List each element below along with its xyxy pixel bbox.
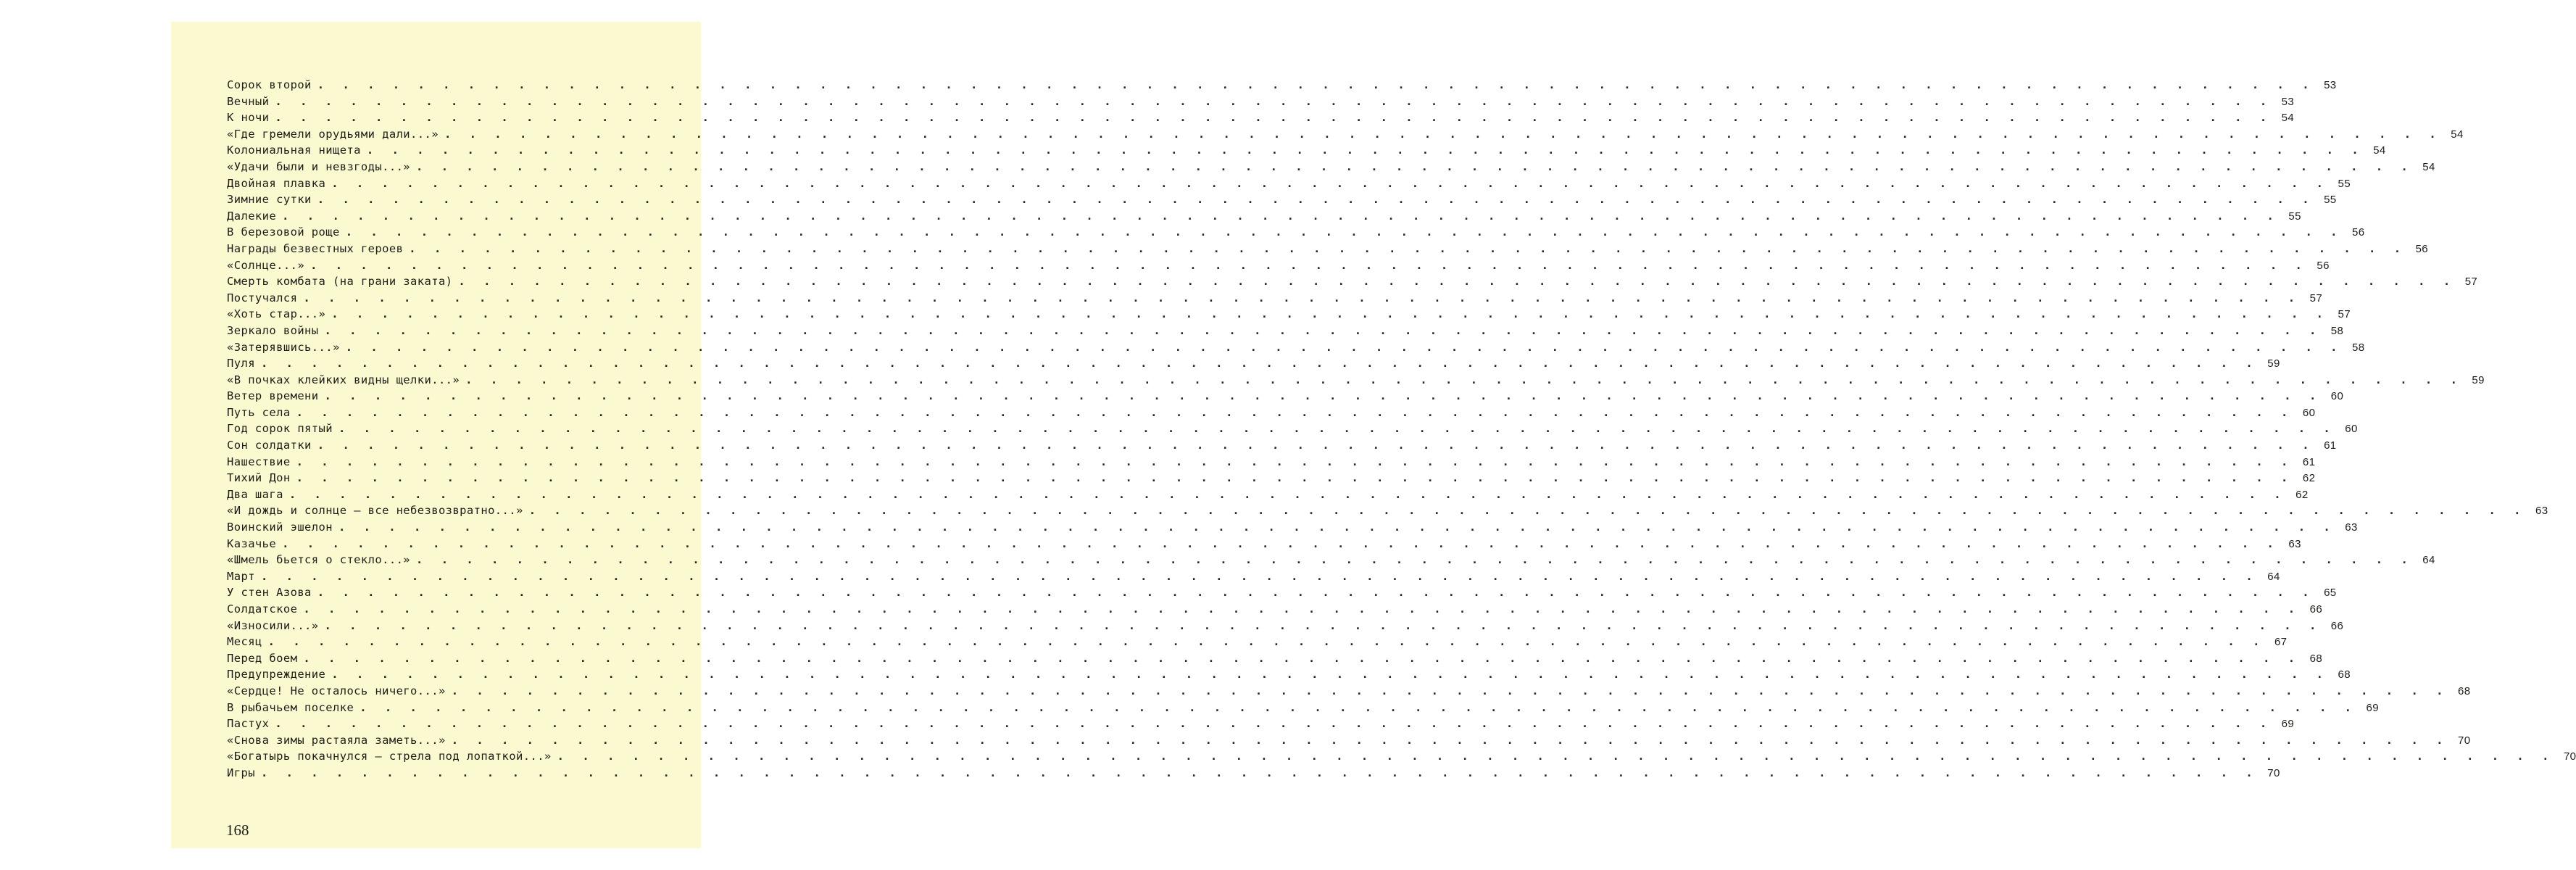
toc-entry (227, 78, 2337, 95)
dot-leader: . . . . . . . . . . . . . . . . . . . . . . . . . . . . . . . . . . . . . . . . . . . . . . . . . . . . . . . . . . . . . . . . . . . . . . . . . . . . . . . . (331, 176, 2330, 190)
dot-leader: . . . . . . . . . . . . . . . . . . . . . . . . . . . . . . . . . . . . . . . . . . . . . . . . . . . . . . . . . . . . . . . . . . . . . . . . . . . . . . . . (288, 487, 2287, 501)
dot-leader: . . . . . . . . . . . . . . . . . . . . . . . . . . . . . . . . . . . . . . . . . . . . . . . . . . . . . . . . . . . . . . . . . . . . . . . . . . . . . . . . (345, 225, 2343, 239)
entry-title: «Хоть стар...» (227, 307, 326, 321)
entry-page-number: 69 (2281, 718, 2295, 731)
toc-entry (227, 405, 2316, 423)
entry-page-number: 68 (2309, 652, 2323, 665)
dot-leader: . . . . . . . . . . . . . . . . . . . . . . . . . . . . . . . . . . . . . . . . . . . . . . . . . . . . . . . . . . . . . . . . . . . . . . . . . . . . . . . . (275, 111, 2273, 125)
entry-page-number: 54 (2373, 144, 2386, 157)
toc-entry (227, 504, 2548, 521)
entry-title: «В почках клейких видны щелки...» (227, 373, 460, 386)
entry-title: У стен Азова (227, 586, 312, 600)
dot-leader: . . . . . . . . . . . . . . . . . . . . . . . . . . . . . . . . . . . . . . . . . . . . . . . . . . . . . . . . . . . . . . . . . . . . . . . . . . . . . . . . (282, 209, 2280, 223)
entry-page-number: 54 (2281, 112, 2295, 125)
entry-title: Постучался (227, 291, 298, 304)
entry-page-number: 55 (2338, 177, 2351, 190)
entry-page-number: 62 (2302, 472, 2316, 485)
entry-page-number: 55 (2324, 194, 2337, 207)
entry-page-number: 53 (2281, 95, 2295, 108)
entry-title: «Удачи были и невзгоды...» (227, 160, 411, 173)
toc-entry (227, 225, 2365, 242)
dot-leader: . . . . . . . . . . . . . . . . . . . . . . . . . . . . . . . . . . . . . . . . . . . . . . . . . . . . . . . . . . . . . . . . . . . . . . . . . . . . . . . . (416, 160, 2414, 173)
toc-entry (227, 700, 2379, 718)
toc-entry (227, 553, 2435, 570)
toc-entry (227, 94, 2295, 112)
toc-entry (227, 193, 2337, 210)
entry-title: Солдатское (227, 602, 298, 616)
dot-leader: . . . . . . . . . . . . . . . . . . . . . . . . . . . . . . . . . . . . . . . . . . . . . . . . . . . . . . . . . . . . . . . . . . . . . . . . . . . . . . . . (360, 700, 2357, 714)
entry-page-number: 70 (2267, 766, 2280, 779)
entry-title: Зеркало войны (227, 323, 319, 337)
toc-entry (227, 127, 2464, 144)
toc-entry (227, 635, 2288, 652)
dot-leader: . . . . . . . . . . . . . . . . . . . . . . . . . . . . . . . . . . . . . . . . . . . . . . . . . . . . . . . . . . . . . . . . . . . . . . . . . . . . . . . . (338, 422, 2336, 436)
dot-leader: . . . . . . . . . . . . . . . . . . . . . . . . . . . . . . . . . . . . . . . . . . . . . . . . . . . . . . . . . . . . . . . . . . . . . . . . . . . . . . . . (275, 717, 2273, 731)
entry-title: «Износили...» (227, 618, 319, 632)
dot-leader: . . . . . . . . . . . . . . . . . . . . . . . . . . . . . . . . . . . . . . . . . . . . . . . . . . . . . . . . . . . . . . . . . . . . . . . . . . . . . . . . (451, 684, 2449, 697)
entry-page-number: 61 (2302, 455, 2316, 468)
dot-leader: . . . . . . . . . . . . . . . . . . . . . . . . . . . . . . . . . . . . . . . . . . . . . . . . . . . . . . . . . . . . . . . . . . . . . . . . . . . . . . . . (267, 635, 2266, 649)
entry-page-number: 54 (2451, 128, 2464, 141)
entry-title: «Солнце...» (227, 258, 305, 272)
entry-page-number: 68 (2338, 668, 2351, 682)
toc-entry (227, 373, 2485, 390)
entry-page-number: 56 (2317, 259, 2330, 272)
dot-leader: . . . . . . . . . . . . . . . . . . . . . . . . . . . . . . . . . . . . . . . . . . . . . . . . . . . . . . . . . . . . . . . . . . . . . . . . . . . . . . . . (317, 193, 2315, 207)
dot-leader: . . . . . . . . . . . . . . . . . . . . . . . . . . . . . . . . . . . . . . . . . . . . . . . . . . . . . . . . . . . . . . . . . . . . . . . . . . . . . . . . (282, 536, 2280, 550)
dot-leader: . . . . . . . . . . . . . . . . . . . . . . . . . . . . . . . . . . . . . . . . . . . . . . . . . . . . . . . . . . . . . . . . . . . . . . . . . . . . . . . . (444, 127, 2442, 141)
toc-entry (227, 258, 2330, 276)
toc-entry (227, 439, 2337, 455)
dot-leader: . . . . . . . . . . . . . . . . . . . . . . . . . . . . . . . . . . . . . . . . . . . . . . . . . . . . . . . . . . . . . . . . . . . . . . . . . . . . . . . . (296, 471, 2294, 485)
entry-title: Колониальная нищета (227, 144, 361, 157)
entry-title: Ветер времени (227, 389, 319, 403)
entry-title: Далекие (227, 209, 277, 223)
dot-leader: . . . . . . . . . . . . . . . . . . . . . . . . . . . . . . . . . . . . . . . . . . . . . . . . . . . . . . . . . . . . . . . . . . . . . . . . . . . . . . . . (557, 750, 2555, 763)
entry-page-number: 67 (2274, 636, 2288, 649)
entry-page-number: 56 (2351, 226, 2365, 239)
entry-page-number: 61 (2324, 439, 2337, 452)
entry-title: Перед боем (227, 651, 298, 665)
entry-page-number: 60 (2330, 390, 2344, 403)
entry-title: Казачье (227, 536, 277, 550)
entry-title: Воинский эшелон (227, 521, 333, 534)
toc-entry (227, 275, 2478, 291)
toc-entry (227, 750, 2576, 766)
dot-leader: . . . . . . . . . . . . . . . . . . . . . . . . . . . . . . . . . . . . . . . . . . . . . . . . . . . . . . . . . . . . . . . . . . . . . . . . . . . . . . . . (317, 586, 2315, 600)
entry-title: Зимние сутки (227, 193, 312, 207)
entry-title: «Затерявшись...» (227, 340, 340, 354)
dot-leader: . . . . . . . . . . . . . . . . . . . . . . . . . . . . . . . . . . . . . . . . . . . . . . . . . . . . . . . . . . . . . . . . . . . . . . . . . . . . . . . . (303, 651, 2301, 665)
entry-page-number: 57 (2309, 291, 2323, 304)
dot-leader: . . . . . . . . . . . . . . . . . . . . . . . . . . . . . . . . . . . . . . . . . . . . . . . . . . . . . . . . . . . . . . . . . . . . . . . . . . . . . . . . (416, 553, 2414, 567)
entry-title: «Сердце! Не осталось ничего...» (227, 684, 446, 697)
dot-leader: . . . . . . . . . . . . . . . . . . . . . . . . . . . . . . . . . . . . . . . . . . . . . . . . . . . . . . . . . . . . . . . . . . . . . . . . . . . . . . . . (465, 373, 2463, 386)
entry-title: Сон солдатки (227, 439, 312, 452)
dot-leader: . . . . . . . . . . . . . . . . . . . . . . . . . . . . . . . . . . . . . . . . . . . . . . . . . . . . . . . . . . . . . . . . . . . . . . . . . . . . . . . . (303, 602, 2301, 616)
entry-title: Два шага (227, 487, 283, 501)
entry-page-number: 59 (2472, 373, 2485, 386)
page-number: 168 (226, 821, 249, 839)
entry-page-number: 70 (2457, 734, 2471, 747)
dot-leader: . . . . . . . . . . . . . . . . . . . . . . . . . . . . . . . . . . . . . . . . . . . . . . . . . . . . . . . . . . . . . . . . . . . . . . . . . . . . . . . . (324, 323, 2322, 337)
entry-page-number: 53 (2324, 79, 2337, 91)
dot-leader: . . . . . . . . . . . . . . . . . . . . . . . . . . . . . . . . . . . . . . . . . . . . . . . . . . . . . . . . . . . . . . . . . . . . . . . . . . . . . . . . (317, 439, 2315, 452)
entry-page-number: 57 (2464, 276, 2478, 289)
toc-entry (227, 618, 2344, 636)
entry-page-number: 63 (2535, 505, 2548, 518)
toc-entry (227, 668, 2351, 684)
entry-title: Игры (227, 766, 255, 779)
toc-entry (227, 684, 2471, 701)
entry-title: В рыбачьем поселке (227, 700, 354, 714)
toc-entry (227, 340, 2365, 357)
entry-page-number: 64 (2267, 570, 2280, 583)
toc-entry (227, 209, 2301, 226)
entry-title: Двойная плавка (227, 176, 326, 190)
entry-title: Пуля (227, 357, 255, 370)
toc-entry (227, 586, 2337, 602)
entry-title: Тихий Дон (227, 471, 291, 485)
entry-title: Смерть комбата (на грани заката) (227, 275, 453, 289)
dot-leader: . . . . . . . . . . . . . . . . . . . . . . . . . . . . . . . . . . . . . . . . . . . . . . . . . . . . . . . . . . . . . . . . . . . . . . . . . . . . . . . . (303, 291, 2301, 304)
entry-page-number: 59 (2267, 357, 2280, 370)
dot-leader: . . . . . . . . . . . . . . . . . . . . . . . . . . . . . . . . . . . . . . . . . . . . . . . . . . . . . . . . . . . . . . . . . . . . . . . . . . . . . . . . (324, 389, 2322, 403)
toc-entry (227, 521, 2358, 537)
entry-page-number: 68 (2457, 684, 2471, 697)
entry-page-number: 70 (2563, 750, 2576, 763)
dot-leader: . . . . . . . . . . . . . . . . . . . . . . . . . . . . . . . . . . . . . . . . . . . . . . . . . . . . . . . . . . . . . . . . . . . . . . . . . . . . . . . . (451, 733, 2449, 747)
entry-title: «Снова зимы растаяла заметь...» (227, 733, 446, 747)
dot-leader: . . . . . . . . . . . . . . . . . . . . . . . . . . . . . . . . . . . . . . . . . . . . . . . . . . . . . . . . . . . . . . . . . . . . . . . . . . . . . . . . (528, 504, 2527, 518)
dot-leader: . . . . . . . . . . . . . . . . . . . . . . . . . . . . . . . . . . . . . . . . . . . . . . . . . . . . . . . . . . . . . . . . . . . . . . . . . . . . . . . . (275, 94, 2273, 108)
entry-page-number: 60 (2345, 423, 2358, 436)
entry-title: Сорок второй (227, 78, 312, 91)
entry-title: Вечный (227, 94, 270, 108)
dot-leader: . . . . . . . . . . . . . . . . . . . . . . . . . . . . . . . . . . . . . . . . . . . . . . . . . . . . . . . . . . . . . . . . . . . . . . . . . . . . . . . . (260, 357, 2259, 370)
dot-leader: . . . . . . . . . . . . . . . . . . . . . . . . . . . . . . . . . . . . . . . . . . . . . . . . . . . . . . . . . . . . . . . . . . . . . . . . . . . . . . . . (324, 618, 2322, 632)
book-page (171, 22, 2576, 848)
entry-title: «И дождь и солнце — все небезвозвратно...» (227, 504, 523, 518)
dot-leader: . . . . . . . . . . . . . . . . . . . . . . . . . . . . . . . . . . . . . . . . . . . . . . . . . . . . . . . . . . . . . . . . . . . . . . . . . . . . . . . . (458, 275, 2456, 289)
entry-title: К ночи (227, 111, 270, 125)
entry-page-number: 65 (2324, 587, 2337, 600)
dot-leader: . . . . . . . . . . . . . . . . . . . . . . . . . . . . . . . . . . . . . . . . . . . . . . . . . . . . . . . . . . . . . . . . . . . . . . . . . . . . . . . . (260, 569, 2259, 583)
dot-leader: . . . . . . . . . . . . . . . . . . . . . . . . . . . . . . . . . . . . . . . . . . . . . . . . . . . . . . . . . . . . . . . . . . . . . . . . . . . . . . . . (338, 521, 2336, 534)
toc-entry (227, 651, 2323, 668)
entry-page-number: 69 (2366, 701, 2379, 714)
toc-entry (227, 717, 2295, 734)
dot-leader: . . . . . . . . . . . . . . . . . . . . . . . . . . . . . . . . . . . . . . . . . . . . . . . . . . . . . . . . . . . . . . . . . . . . . . . . . . . . . . . . (331, 307, 2330, 321)
entry-page-number: 66 (2309, 603, 2323, 616)
dot-leader: . . . . . . . . . . . . . . . . . . . . . . . . . . . . . . . . . . . . . . . . . . . . . . . . . . . . . . . . . . . . . . . . . . . . . . . . . . . . . . . . (331, 668, 2330, 682)
dot-leader: . . . . . . . . . . . . . . . . . . . . . . . . . . . . . . . . . . . . . . . . . . . . . . . . . . . . . . . . . . . . . . . . . . . . . . . . . . . . . . . . (310, 258, 2308, 272)
toc-entry (227, 602, 2323, 619)
dot-leader: . . . . . . . . . . . . . . . . . . . . . . . . . . . . . . . . . . . . . . . . . . . . . . . . . . . . . . . . . . . . . . . . . . . . . . . . . . . . . . . . (296, 455, 2294, 468)
toc-entry (227, 389, 2344, 406)
entry-title: Год сорок пятый (227, 422, 333, 436)
entry-title: В березовой роще (227, 225, 340, 239)
entry-page-number: 64 (2422, 554, 2435, 567)
entry-page-number: 63 (2345, 521, 2358, 534)
entry-title: Путь села (227, 405, 291, 419)
entry-title: Нашествие (227, 455, 291, 468)
toc-entry (227, 241, 2429, 259)
toc-entry (227, 733, 2471, 750)
entry-title: Март (227, 569, 255, 583)
entry-title: Пастух (227, 717, 270, 731)
entry-title: «Шмель бьется о стекло...» (227, 553, 411, 567)
toc-entry (227, 455, 2316, 472)
entry-title: «Где гремели орудьями дали...» (227, 127, 439, 141)
toc-entry (227, 323, 2344, 341)
entry-page-number: 63 (2288, 537, 2301, 550)
toc-entry (227, 357, 2280, 373)
entry-page-number: 60 (2302, 406, 2316, 419)
toc-entry (227, 569, 2280, 587)
toc-entry (227, 536, 2301, 554)
entry-page-number: 55 (2288, 210, 2301, 223)
entry-title: «Богатырь покачнулся — стрела под лопаткой...» (227, 750, 552, 763)
toc-entry (227, 487, 2309, 505)
entry-page-number: 56 (2415, 242, 2429, 255)
toc-entry (227, 471, 2316, 488)
toc-entry (227, 111, 2295, 128)
entry-page-number: 62 (2295, 488, 2309, 501)
entry-title: Предупреждение (227, 668, 326, 682)
dot-leader: . . . . . . . . . . . . . . . . . . . . . . . . . . . . . . . . . . . . . . . . . . . . . . . . . . . . . . . . . . . . . . . . . . . . . . . . . . . . . . . . (345, 340, 2343, 354)
dot-leader: . . . . . . . . . . . . . . . . . . . . . . . . . . . . . . . . . . . . . . . . . . . . . . . . . . . . . . . . . . . . . . . . . . . . . . . . . . . . . . . . (366, 144, 2364, 157)
toc-entry (227, 307, 2351, 324)
entry-page-number: 54 (2422, 160, 2435, 173)
entry-page-number: 58 (2330, 324, 2344, 337)
entry-title: Награды безвестных героев (227, 241, 404, 255)
dot-leader: . . . . . . . . . . . . . . . . . . . . . . . . . . . . . . . . . . . . . . . . . . . . . . . . . . . . . . . . . . . . . . . . . . . . . . . . . . . . . . . . (317, 78, 2315, 91)
toc-entry (227, 144, 2386, 160)
toc-entry (227, 176, 2351, 194)
dot-leader: . . . . . . . . . . . . . . . . . . . . . . . . . . . . . . . . . . . . . . . . . . . . . . . . . . . . . . . . . . . . . . . . . . . . . . . . . . . . . . . . (260, 766, 2259, 779)
entry-page-number: 57 (2338, 308, 2351, 321)
entry-page-number: 58 (2351, 341, 2365, 354)
entry-title: Месяц (227, 635, 262, 649)
toc-entry (227, 291, 2323, 308)
entry-page-number: 66 (2330, 619, 2344, 632)
toc-entry (227, 422, 2358, 439)
table-of-contents (227, 78, 2576, 783)
toc-entry (227, 766, 2280, 783)
dot-leader: . . . . . . . . . . . . . . . . . . . . . . . . . . . . . . . . . . . . . . . . . . . . . . . . . . . . . . . . . . . . . . . . . . . . . . . . . . . . . . . . (296, 405, 2294, 419)
dot-leader: . . . . . . . . . . . . . . . . . . . . . . . . . . . . . . . . . . . . . . . . . . . . . . . . . . . . . . . . . . . . . . . . . . . . . . . . . . . . . . . . (409, 241, 2407, 255)
toc-entry (227, 160, 2435, 177)
